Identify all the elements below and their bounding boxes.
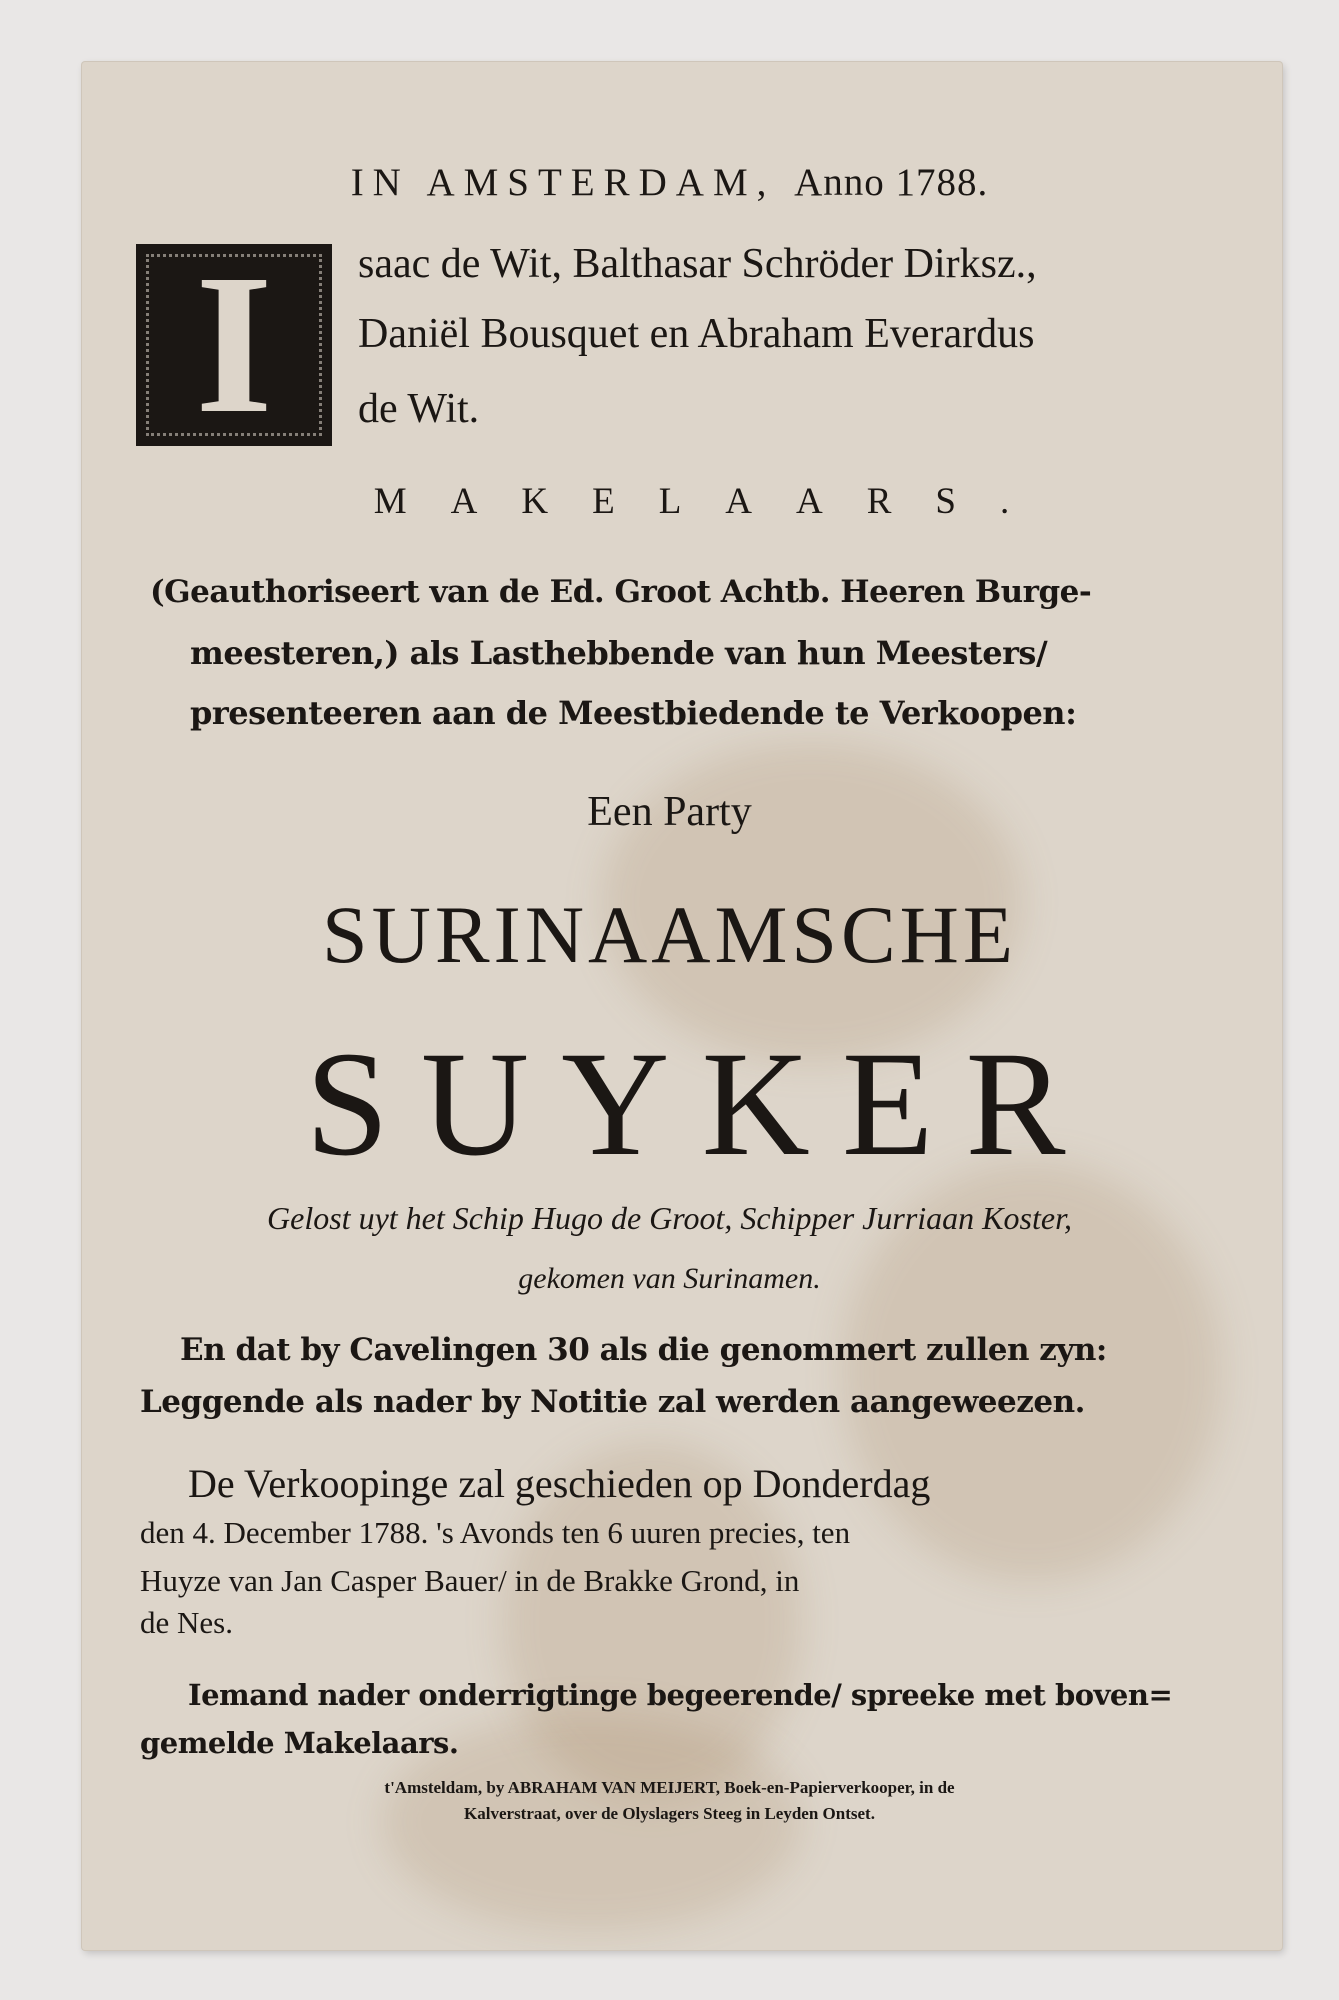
names-line-2: Daniël Bousquet en Abraham Everardus [358,311,1035,357]
sale-line-4: de Nes. [140,1605,233,1640]
authority-line-3: presenteeren aan de Meestbiedende te Verkoopen: [190,694,1077,732]
initial-letter: I [195,234,273,455]
inquiry-line-2: gemelde Makelaars. [140,1726,459,1760]
imprint-line-2: Kalverstraat, over de Olyslagers Steeg in Leyden Ontset. [464,1804,875,1823]
party-line: Een Party [587,789,752,835]
authority-line-2: meesteren,) als Lasthebbende van hun Meesters/ [190,634,1048,672]
authority-line-1: (Geauthoriseert van de Ed. Groot Achtb. Heeren Burge- [150,574,1092,610]
sale-line-3: Huyze van Jan Casper Bauer/ in de Brakke Grond, in [140,1563,800,1598]
names-line-3: de Wit. [358,386,480,432]
inquiry-line-1: Iemand nader onderrigtinge begeerende/ spreeke met boven= [188,1678,1173,1712]
lots-line-1: En dat by Cavelingen 30 als die genommert zullen zyn: [180,1332,1107,1368]
surinaamsche-heading: SURINAAMSCHE [322,889,1017,980]
ship-line-2: gekomen van Surinamen. [518,1262,821,1295]
names-line-1: saac de Wit, Balthasar Schröder Dirksz., [358,241,1037,287]
ship-line-1: Gelost uyt het Schip Hugo de Groot, Schipper Jurriaan Koster, [267,1200,1072,1236]
sale-line-2: den 4. December 1788. 's Avonds ten 6 uuren precies, ten [140,1515,851,1550]
header-anno: Anno 1788. [794,161,989,204]
imprint-line-1: t'Amsteldam, by ABRAHAM VAN MEIJERT, Boek-en-Papierverkooper, in de [384,1778,955,1797]
lots-line-2: Leggende als nader by Notitie zal werden aangeweezen. [140,1384,1085,1420]
decorated-initial [136,234,332,455]
suyker-heading: SUYKER [305,1021,1098,1187]
header-line [0,160,1339,205]
header-city: IN AMSTERDAM, [350,161,776,204]
sale-line-1: De Verkoopinge zal geschieden op Donderdag [188,1461,931,1506]
floral-ornament-icon [146,254,322,436]
makelaars-heading: MAKELAARS. [373,481,1054,522]
